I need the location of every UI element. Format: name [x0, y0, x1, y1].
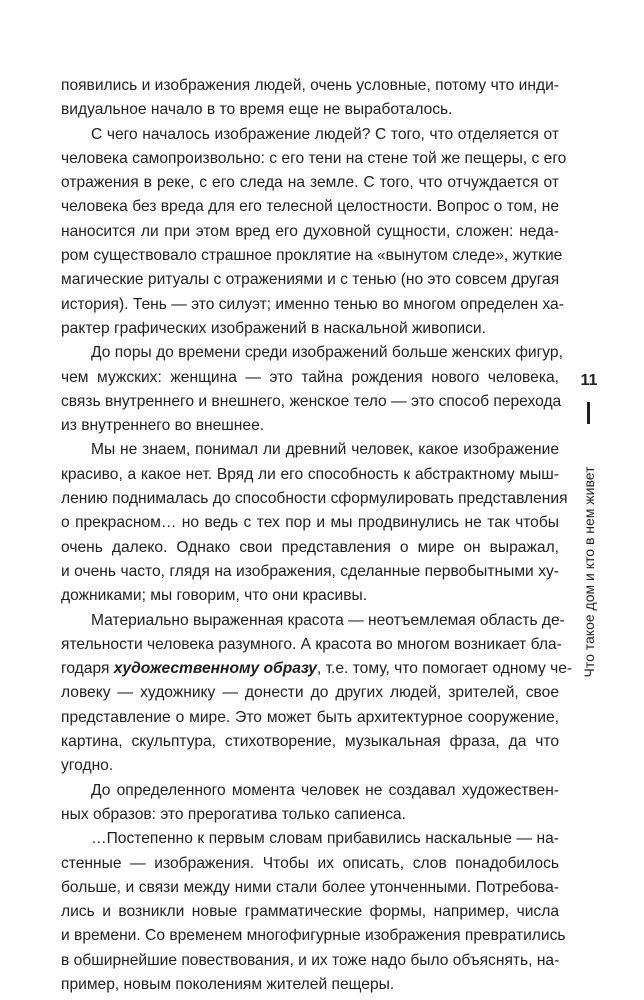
text-line: история). Тень — это силуэт; именно тенью во многом определен ха-: [61, 295, 564, 313]
text-line: больше, и связи между ними стали более утонченными. Потребова-: [61, 878, 559, 896]
text-line: До поры до времени среди изображений больше женских фигур,: [91, 344, 563, 362]
text-line: человека самопроизвольно: с его тени на стене той же пещеры, с его: [61, 149, 567, 167]
text-line: …Постепенно к первым словам прибавились наскальные — на-: [91, 830, 559, 848]
text-line: и времени. Со временем многофигурные изображения превратились: [61, 927, 566, 945]
text-line: видуальное начало в то время еще не выработалось.: [61, 101, 453, 119]
text-line: пример, новым поколениям жителей пещеры.: [61, 975, 395, 993]
text-line: ром существовало страшное проклятие на «вынутом следе», жуткие: [61, 247, 563, 265]
text-line: До определенного момента человек не создавал художествен-: [91, 781, 559, 799]
text-line: С чего началось изображение людей? С того, что отделяется от: [91, 125, 559, 143]
text-fragment: , т.е. тому, что помогает одному че-: [316, 660, 573, 678]
text-line: наносится ли при этом вред его духовной сущности, сложен: неда-: [61, 222, 559, 240]
text-line: в обширнейшие повествования, и их тоже надо было объяснять, на-: [61, 951, 560, 969]
text-line: красиво, а какое нет. Вряд ли его способность к абстрактному мыш-: [61, 465, 559, 483]
text-line: представление о мире. Это может быть архитектурное сооружение,: [61, 708, 559, 726]
text-line: связь внутреннего и внешнего, женское тело — это способ перехода: [61, 392, 562, 410]
emphasized-term: художественному образу: [113, 660, 317, 678]
text-line: из внутреннего во внешнее.: [61, 417, 265, 435]
text-line: о прекрасном… но ведь с тех пор и мы продвинулись не так чтобы: [61, 514, 559, 532]
text-line: картина, скульптура, стихотворение, музыкальная фраза, да что: [61, 733, 559, 751]
text-line: Материально выраженная красота — неотъемлемая область де-: [91, 611, 565, 629]
text-line: ятельности человека разумного. А красота во многом возникает бла-: [61, 635, 562, 653]
text-line: Мы не знаем, понимал ли древний человек, какое изображение: [91, 441, 559, 459]
text-line: отражения в реке, с его следа на земле. С того, что отчуждается от: [61, 174, 559, 192]
margin-divider: [587, 402, 590, 424]
text-line: угодно.: [61, 757, 114, 775]
text-line: ловеку — художнику — донести до других людей, зрителей, свое: [61, 684, 559, 702]
text-line: рактер графических изображений в наскальной живописи.: [61, 319, 486, 337]
text-line: чем мужских: женщина — это тайна рождения нового человека,: [61, 368, 559, 386]
text-line: ных образов: это прерогатива только сапиенса.: [61, 805, 406, 823]
text-line: очень далеко. Однако свои представления о мире он выражал,: [61, 538, 559, 556]
page-margin: [570, 372, 608, 717]
text-fragment: годаря: [61, 660, 114, 678]
running-title: Что такое дом и кто в нем живет: [581, 466, 597, 678]
page-number: 11: [580, 372, 598, 389]
text-line: магические ритуалы с отражениями и с тенью (но это совсем другая: [61, 271, 560, 289]
text-line: появились и изображения людей, очень условные, потому что инди-: [61, 77, 559, 94]
text-line: дожниками; мы говорим, что они красивы.: [61, 587, 368, 605]
text-line: и очень часто, глядя на изображения, сделанные первобытными ху-: [61, 562, 559, 580]
text-line: человека без вреда для его телесной целостности. Вопрос о том, не: [61, 198, 559, 216]
text-line: стенные — изображения. Чтобы их описать, слов понадобилось: [61, 854, 559, 872]
text-line: лись и возникли новые грамматические формы, например, числа: [61, 903, 559, 921]
body-text: [61, 74, 573, 997]
text-line: [61, 657, 573, 681]
text-line: лению поднималась до способности сформулировать представления: [61, 490, 568, 508]
